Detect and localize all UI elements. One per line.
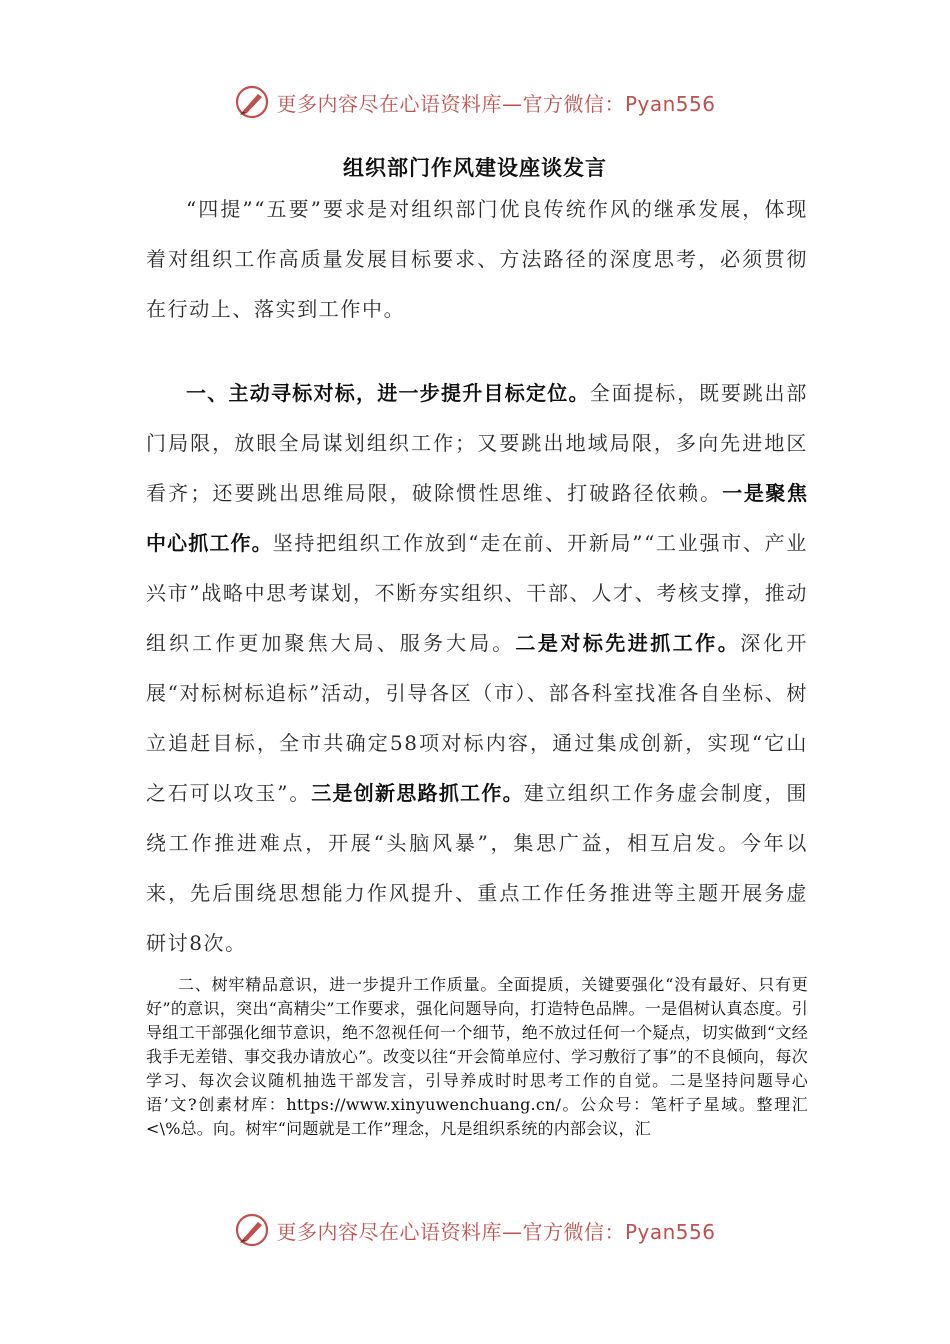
point-3-text: 建立组织工作务虚会制度，围绕工作推进难点，开展“头脑风暴”，集思广益，相互启发。今年以来，先后围绕思想能力作风提升、重点工作任务推进等主题开展务虚研讨8次。 [146, 781, 808, 955]
header-banner [0, 82, 950, 122]
section-2-paragraph: 二、树牢精品意识，进一步提升工作质量。全面提质，关键要强化“没有最好、只有更好”的意识，突出“高精尖”工作要求，强化问题导向，打造特色品牌。一是倡树认真态度。引导组工干部强化细节意识，绝不忽视任何一个细节，绝不放过任何一个疑点，切实做到“文经我手无差错、事交我办请放心”。改变以往“开会简单应付、学习敷衍了事”的不良倾向，每次学习、每次会议随机抽选干部发言，引导养成时时思考工作的自觉。二是坚持问题导心语’文?创素材库：https://www.xinyuwenchuang.cn/。公众号：笔杆子星域。整理汇<\%总。向。树牢“问题就是工作”理念，凡是组织系统的内部会议，汇 [146, 975, 808, 1138]
point-1-heading: 一是聚焦中心抓工作。 [146, 481, 808, 555]
section-1-block [146, 368, 808, 968]
section-2-block [146, 973, 808, 1141]
footer-banner [0, 1210, 950, 1250]
document-title: 组织部门作风建设座谈发言 [343, 156, 607, 180]
point-2-heading: 二是对标先进抓工作。 [515, 631, 741, 655]
intro-paragraph-block [146, 184, 808, 334]
intro-paragraph: “四提”“五要”要求是对组织部门优良传统作风的继承发展，体现着对组织工作高质量发展目标要求、方法路径的深度思考，必须贯彻在行动上、落实到工作中。 [146, 197, 808, 321]
banner-text: 更多内容尽在心语资料库—官方微信：Pyan556 [276, 1219, 716, 1244]
banner-text: 更多内容尽在心语资料库—官方微信：Pyan556 [276, 91, 716, 116]
section-1-heading: 一、主动寻标对标，进一步提升目标定位。 [186, 381, 590, 405]
section-1-paragraph [146, 368, 808, 968]
pen-logo-icon [234, 1212, 270, 1248]
point-3-heading: 三是创新思路抓工作。 [311, 781, 524, 805]
point-1-text: 坚持把组织工作放到“走在前、开新局”“工业强市、产业兴市”战略中思考谋划，不断夯实组织、干部、人才、考核支撑，推动组织工作更加聚焦大局、服务大局。 [146, 531, 808, 655]
pen-logo-icon [234, 84, 270, 120]
section-1-text: 全面提标，既要跳出部门局限，放眼全局谋划组织工作；又要跳出地域局限，多向先进地区看齐；还要跳出思维局限，破除惯性思维、打破路径依赖。 [146, 381, 808, 505]
point-2-text: 深化开展“对标树标追标”活动，引导各区（市）、部各科室找准各自坐标、树立追赶目标，全市共确定58项对标内容，通过集成创新，实现“它山之石可以攻玉”。 [146, 631, 808, 805]
